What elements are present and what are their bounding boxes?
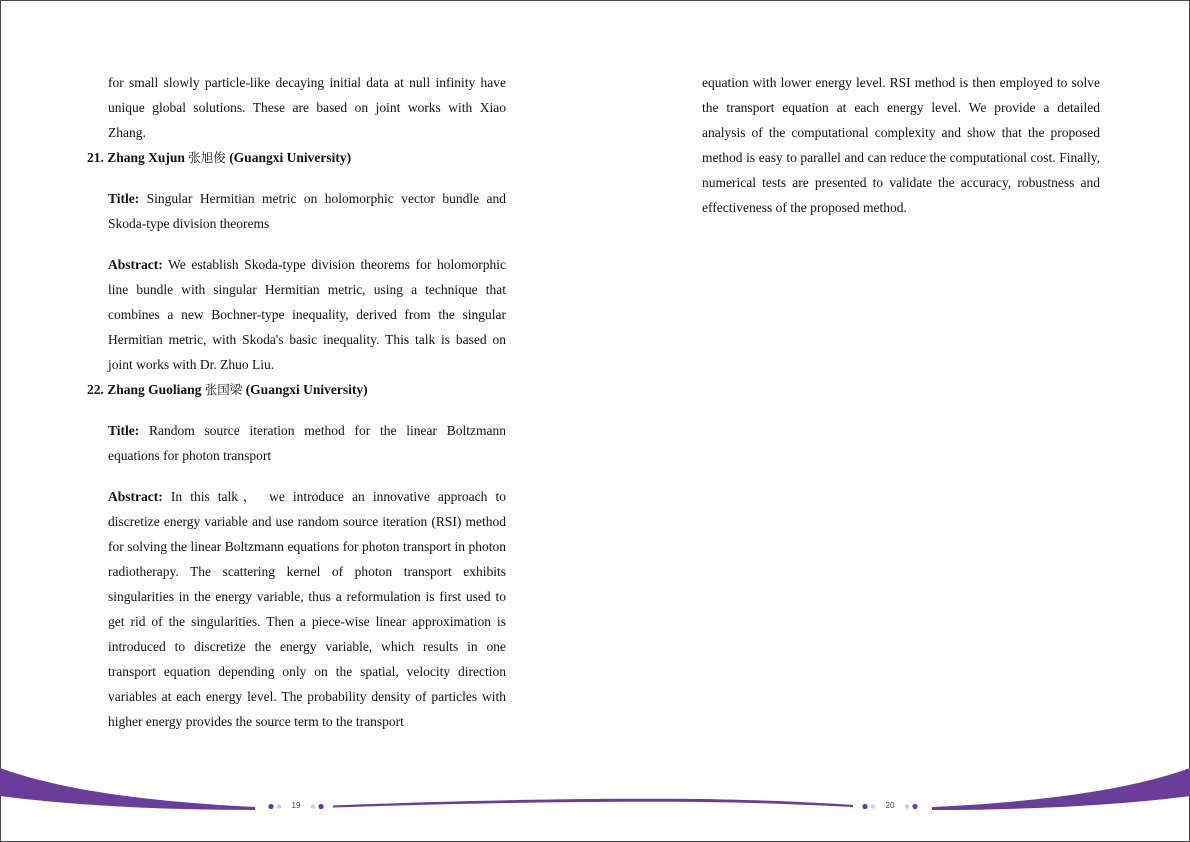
talk-title — [108, 418, 506, 468]
abstract-label: Abstract: — [108, 489, 163, 504]
title-label: Title: — [108, 191, 140, 206]
abstract-continuation: equation with lower energy level. RSI method is then employed to solve the transport equation at each energy level. We provide a detailed analysis of the computational complexity and show that the proposed method is easy to parallel and can reduce the computational cost. Finally, numerical tests are presented to validate the accuracy, robustness and effectiveness of the proposed method. — [702, 75, 1100, 215]
page-number-left: 19 — [291, 801, 301, 810]
speaker-name: 21. Zhang Xujun — [87, 150, 185, 165]
dot — [311, 804, 316, 809]
dot — [277, 804, 282, 809]
abstract-label: Abstract: — [108, 257, 163, 272]
speaker-name-chinese: 张国梁 — [204, 382, 243, 397]
right-swoosh — [932, 768, 1190, 810]
page-number-right: 20 — [885, 801, 895, 810]
speaker-affiliation: (Guangxi University) — [245, 382, 368, 397]
title-text: Random source iteration method for the linear Boltzmann equations for photon transport — [108, 423, 506, 463]
title-text: Singular Hermitian metric on holomorphic vector bundle and Skoda-type division theorems — [108, 191, 506, 231]
abstract-text: In this talk， we introduce an innovative approach to discretize energy variable and use random source iteration (RSI) method for solving the linear Boltzmann equations for photon transport in photon radiotherapy. The scattering kernel of photon transport exhibits singularities in the energy variable, thus a reformulation is first used to get rid of the singularities. Then a piece-wise linear approximation is introduced to discretize the energy variable, which results in one transport equation depending only on the spatial, velocity direction variables at each energy level. The probability density of particles with higher energy provides the source term to the transport — [108, 489, 507, 729]
dot — [862, 804, 867, 809]
dot — [871, 804, 876, 809]
dot — [905, 804, 910, 809]
entry-heading — [87, 145, 506, 170]
left-column — [87, 70, 506, 734]
abstract-text: We establish Skoda-type division theorems for holomorphic line bundle with singular Hermitian metric, using a technique that combines a new Bochner-type inequality, derived from the singular Hermitian metric, with Skoda's basic inequality. This talk is based on joint works with Dr. Zhuo Liu. — [108, 257, 506, 372]
speaker-name: 22. Zhang Guoliang — [87, 382, 202, 397]
dot — [268, 804, 273, 809]
dot — [318, 804, 323, 809]
title-label: Title: — [108, 423, 140, 438]
footer-decoration — [0, 760, 1190, 842]
right-column — [702, 70, 1100, 220]
intro-paragraph: for small slowly particle-like decaying initial data at null infinity have unique global solutions. These are based on joint works with Xiao Zhang. — [108, 75, 506, 140]
talk-title — [108, 186, 506, 236]
talk-abstract — [108, 484, 506, 734]
speaker-name-chinese: 张旭俊 — [188, 150, 226, 165]
left-swoosh — [0, 768, 255, 810]
center-line — [333, 799, 853, 808]
entry-heading — [87, 377, 506, 402]
talk-abstract — [108, 252, 506, 377]
speaker-affiliation: (Guangxi University) — [229, 150, 352, 165]
dot — [912, 804, 917, 809]
